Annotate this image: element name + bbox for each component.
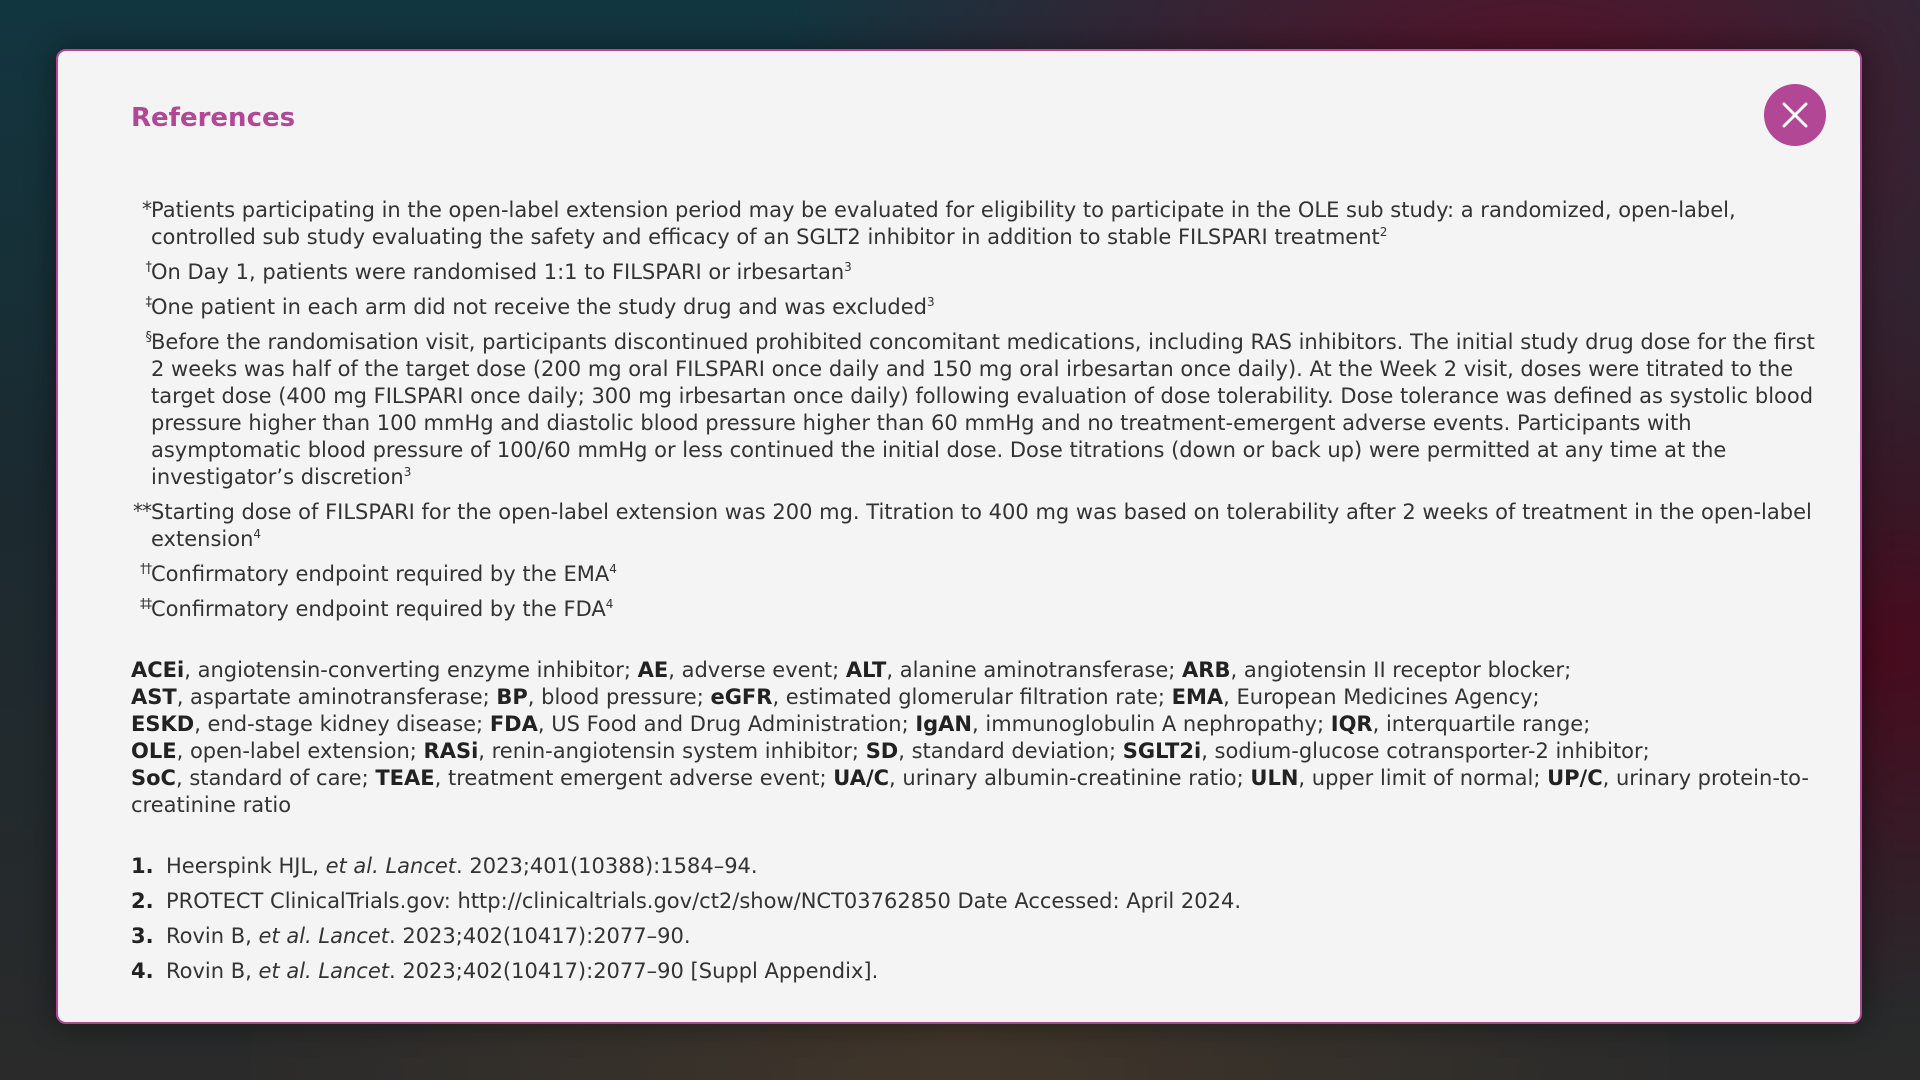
abbr-term: OLE — [131, 739, 177, 763]
abbr-term: ULN — [1250, 766, 1299, 790]
footnote-symbol: ** — [133, 499, 151, 523]
abbr-def: , end-stage kidney disease; — [194, 712, 490, 736]
footnote-text: On Day 1, patients were randomised 1:1 to FILSPARI or irbesartan$^3$ — [151, 260, 852, 284]
footnote-symbol: * — [142, 197, 151, 221]
footnote — [131, 499, 1831, 553]
references-content — [131, 197, 1831, 993]
abbr-def: , aspartate aminotransferase; — [176, 685, 497, 709]
reference-item — [131, 888, 1831, 915]
footnote-ref: 4 — [253, 527, 262, 541]
footnote — [131, 596, 1831, 623]
abbr-term: RASi — [423, 739, 479, 763]
abbr-term: UP/C — [1547, 766, 1603, 790]
footnote — [131, 294, 1831, 321]
abbr-term: eGFR — [710, 685, 773, 709]
abbr-term: IgAN — [915, 712, 973, 736]
abbr-term: UA/C — [833, 766, 890, 790]
abbr-def: , sodium-glucose cotransporter-2 inhibitor; — [1201, 739, 1650, 763]
reference-list — [131, 853, 1831, 985]
footnote-text: Confirmatory endpoint required by the EMA$^4$ — [151, 562, 617, 586]
reference-item — [131, 958, 1831, 985]
footnote — [131, 259, 1831, 286]
footnote-ref: 2 — [1379, 225, 1388, 239]
abbr-term: IQR — [1330, 712, 1373, 736]
abbr-def: , alanine aminotransferase; — [886, 658, 1183, 682]
footnote-text: Confirmatory endpoint required by the FDA$^4$ — [151, 597, 614, 621]
abbr-def: , immunoglobulin A nephropathy; — [972, 712, 1331, 736]
footnote — [131, 561, 1831, 588]
abbr-term: ARB — [1182, 658, 1231, 682]
abbr-term: AST — [131, 685, 177, 709]
footnote-symbol: § — [145, 330, 151, 345]
abbr-def: , upper limit of normal; — [1298, 766, 1548, 790]
footnote-text: Before the randomisation visit, participants discontinued prohibited concomitant medications, including RAS inhibitors. The initial study drug dose for the first 2 weeks was half of the target dose (200 mg oral FILSPARI once daily and 150 mg oral irbesartan once daily). At the Week 2 visit, doses were titrated to the target dose (400 mg FILSPARI once daily; 300 mg irbesartan once daily) following evaluation of dose tolerability. Dose tolerance was defined as systolic blood pressure higher than 100 mmHg and diastolic blood pressure higher than 60 mmHg and no treatment-emergent adverse events. Participants with asymptomatic blood pressure of 100/60 mmHg or less continued the initial dose. Dose titrations (down or back up) were permitted at any time at the investigator’s discretion$^3$ — [151, 330, 1815, 489]
footnote-ref: 4 — [605, 597, 614, 611]
reference-number: 2. — [131, 889, 154, 913]
reference-number: 3. — [131, 924, 154, 948]
reference-item — [131, 923, 1831, 950]
abbr-def: , estimated glomerular filtration rate; — [772, 685, 1172, 709]
abbr-term: EMA — [1171, 685, 1224, 709]
abbr-def: , US Food and Drug Administration; — [537, 712, 916, 736]
reference-number: 4. — [131, 959, 154, 983]
footnote-ref: 3 — [403, 465, 412, 479]
abbr-def: , urinary protein-to-creatinine ratio — [131, 766, 1809, 817]
footnote — [131, 197, 1831, 251]
abbr-def: , standard of care; — [175, 766, 376, 790]
close-button[interactable] — [1764, 84, 1826, 146]
footnote-ref: 3 — [844, 260, 852, 274]
footnote-text: One patient in each arm did not receive the study drug and was excluded$^3$ — [151, 295, 935, 319]
footnote-ref: 4 — [609, 562, 617, 576]
abbr-term: SoC — [131, 766, 176, 790]
backdrop — [250, 1020, 1670, 1080]
footnote-symbol: †† — [140, 562, 151, 577]
reference-text: Heerspink HJL, et al. Lancet. 2023;401(10388):1584–94. — [166, 854, 758, 878]
footnote-ref: 3 — [926, 295, 935, 309]
abbr-def: , renin-angiotensin system inhibitor; — [478, 739, 866, 763]
footnote-symbol: ‡ — [145, 295, 151, 310]
references-modal — [56, 49, 1862, 1024]
abbr-term: ESKD — [131, 712, 195, 736]
footnote — [131, 329, 1831, 491]
footnote-symbol: † — [145, 260, 151, 275]
abbr-term: BP — [496, 685, 528, 709]
reference-text: Rovin B, et al. Lancet. 2023;402(10417):2077–90 [Suppl Appendix]. — [166, 959, 879, 983]
footnote-text: Starting dose of FILSPARI for the open-label extension was 200 mg. Titration to 400 mg was based on tolerability after 2 weeks of treatment in the open-label extension$^4$ — [151, 500, 1812, 551]
reference-item — [131, 853, 1831, 880]
abbr-def: , treatment emergent adverse event; — [434, 766, 834, 790]
abbr-def: , European Medicines Agency; — [1223, 685, 1540, 709]
footnote-symbol: ‡‡ — [140, 597, 151, 612]
abbr-term: ACEi — [131, 658, 185, 682]
abbr-def: , open-label extension; — [176, 739, 424, 763]
abbr-def: , angiotensin-converting enzyme inhibitor; — [184, 658, 638, 682]
abbr-def: , urinary albumin-creatinine ratio; — [889, 766, 1251, 790]
abbr-term: AE — [637, 658, 669, 682]
abbr-def: , interquartile range; — [1372, 712, 1591, 736]
abbr-def: , standard deviation; — [898, 739, 1123, 763]
reference-text: Rovin B, et al. Lancet. 2023;402(10417):2077–90. — [166, 924, 691, 948]
abbr-term: TEAE — [375, 766, 435, 790]
abbr-def: , angiotensin II receptor blocker; — [1230, 658, 1572, 682]
abbr-term: SD — [865, 739, 899, 763]
footnote-text: Patients participating in the open-label extension period may be evaluated for eligibility to participate in the OLE sub study: a randomized, open-label, controlled sub study evaluating the safety and efficacy of an SGLT2 inhibitor in addition to stable FILSPARI treatment$^2$ — [151, 198, 1736, 249]
abbr-term: ALT — [845, 658, 887, 682]
abbr-def: , blood pressure; — [527, 685, 711, 709]
close-icon — [1780, 100, 1810, 130]
modal-title: References — [131, 103, 296, 133]
abbr-term: FDA — [489, 712, 538, 736]
reference-number: 1. — [131, 854, 154, 878]
reference-text: PROTECT ClinicalTrials.gov: http://clinicaltrials.gov/ct2/show/NCT03762850 Date Accessed: April 2024. — [166, 889, 1242, 913]
abbr-term: SGLT2i — [1122, 739, 1202, 763]
abbr-def: , adverse event; — [668, 658, 846, 682]
abbreviations — [131, 657, 1831, 819]
